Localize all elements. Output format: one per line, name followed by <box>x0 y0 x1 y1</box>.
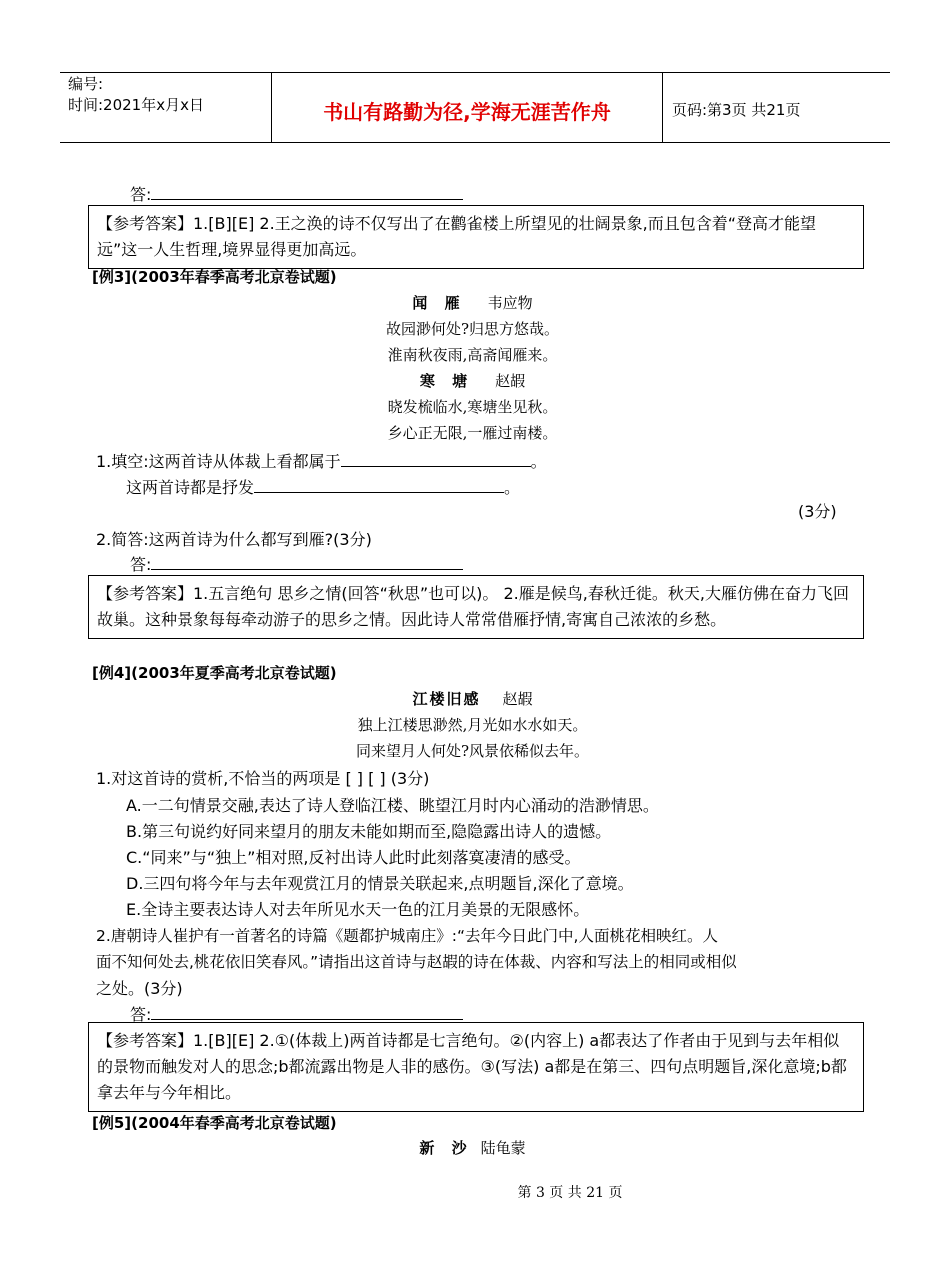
answer-label: 答: <box>130 1005 152 1024</box>
poem-line: 独上江楼思渺然,月光如水水如天。 <box>357 716 588 734</box>
ex3-question-1b <box>126 475 520 498</box>
ex3-question-1a <box>96 449 547 472</box>
doc-number-label: 编号: <box>68 75 104 93</box>
answer-line-2 <box>130 552 463 575</box>
example-3-title: [例3](2003年春季高考北京卷试题) <box>92 268 337 286</box>
poem-title: 江楼旧感 <box>412 690 481 708</box>
example-5-title: [例5](2004年春季高考北京卷试题) <box>92 1114 337 1132</box>
poem-author: 赵嘏 <box>502 690 533 708</box>
doc-time-label: 时间:2021年x月x日 <box>68 96 204 114</box>
answer-label: 答: <box>130 555 152 574</box>
header-bottom-rule <box>60 142 890 143</box>
header-left <box>68 74 204 116</box>
ex3-question-2: 2.简答:这两首诗为什么都写到雁?(3分) <box>96 530 372 549</box>
reference-answer-2: 【参考答案】1.五言绝句 思乡之情(回答“秋思”也可以)。 2.雁是候鸟,春秋迁徙。秋天,大雁仿佛在奋力飞回故巢。这种景象每每牵动游子的思乡之情。因此诗人常常借雁抒情,寄寓自己浓浓的乡愁。 <box>88 575 864 639</box>
question-text: 1.填空:这两首诗从体裁上看都属于 <box>96 452 341 471</box>
header-page-label: 页码:第3页 共21页 <box>672 101 801 119</box>
answer-blank <box>151 185 463 200</box>
poem-line: 故园渺何处?归思方悠哉。 <box>385 320 560 338</box>
punct: 。 <box>504 478 521 497</box>
option-c: C.“同来”与“独上”相对照,反衬出诗人此时此刻落寞凄清的感受。 <box>126 848 581 867</box>
header-top-rule <box>60 72 890 73</box>
reference-answer-1: 【参考答案】1.[B][E] 2.王之涣的诗不仅写出了在鹳雀楼上所望见的壮阔景象,而且包含着“登高才能望远”这一人生哲理,境界显得更加高远。 <box>88 205 864 269</box>
poem-line: 晓发梳临水,寒塘坐见秋。 <box>387 398 558 416</box>
punct: 。 <box>530 452 547 471</box>
poem-title: 寒 塘 <box>419 372 474 390</box>
page-footer: 第 3 页 共 21 页 <box>517 1185 623 1201</box>
poem-author: 陆龟蒙 <box>480 1139 526 1157</box>
ex3-score: (3分) <box>798 502 837 521</box>
poem-line: 同来望月人何处?风景依稀似去年。 <box>355 742 590 760</box>
ex4-question-2-line3: 之处。(3分) <box>96 979 183 998</box>
fill-blank <box>341 452 531 467</box>
answer-line-1 <box>130 182 463 205</box>
ex4-question-1: 1.对这首诗的赏析,不恰当的两项是 [ ] [ ] (3分) <box>96 769 430 788</box>
poem-hantang-heading <box>200 370 745 391</box>
answer-label: 答: <box>130 185 152 204</box>
example-4-title: [例4](2003年夏季高考北京卷试题) <box>92 664 337 682</box>
answer-blank <box>151 1005 463 1020</box>
option-e: E.全诗主要表达诗人对去年所见水天一色的江月美景的无限感怀。 <box>126 900 590 919</box>
poem-author: 赵嘏 <box>495 372 526 390</box>
poem-xinsha-heading <box>200 1137 745 1158</box>
poem-author: 韦应物 <box>487 294 533 312</box>
reference-answer-3: 【参考答案】1.[B][E] 2.①(体裁上)两首诗都是七言绝句。②(内容上) a都表达了作者由于见到与去年相似的景物而触发对人的思念;b都流露出物是人非的感伤。③(写法) a都是在第三、四句点明题旨,深化意境;b都拿去年与今年相比。 <box>88 1022 864 1112</box>
poem-wenyan-heading <box>200 292 745 313</box>
poem-jianglou-heading <box>200 688 745 709</box>
header-motto: 书山有路勤为径,学海无涯苦作舟 <box>323 100 611 124</box>
poem-title: 新 沙 <box>419 1139 473 1157</box>
option-a: A.一二句情景交融,表达了诗人登临江楼、眺望江月时内心涌动的浩渺情思。 <box>126 796 659 815</box>
poem-title: 闻 雁 <box>412 294 466 312</box>
header-divider-2 <box>662 72 663 142</box>
option-d: D.三四句将今年与去年观赏江月的情景关联起来,点明题旨,深化了意境。 <box>126 874 634 893</box>
answer-blank <box>151 555 463 570</box>
option-b: B.第三句说约好同来望月的朋友未能如期而至,隐隐露出诗人的遗憾。 <box>126 822 612 841</box>
fill-blank <box>254 478 504 493</box>
poem-line: 淮南秋夜雨,高斋闻雁来。 <box>387 346 558 364</box>
ex4-question-2-line2: 面不知何处去,桃花依旧笑春风。”请指出这首诗与赵嘏的诗在体裁、内容和写法上的相同或相似 <box>96 953 737 971</box>
poem-line: 乡心正无限,一雁过南楼。 <box>387 424 558 442</box>
question-text: 这两首诗都是抒发 <box>126 478 255 497</box>
ex4-question-2-line1: 2.唐朝诗人崔护有一首著名的诗篇《题都护城南庄》:“去年今日此门中,人面桃花相映红。人 <box>96 927 718 945</box>
